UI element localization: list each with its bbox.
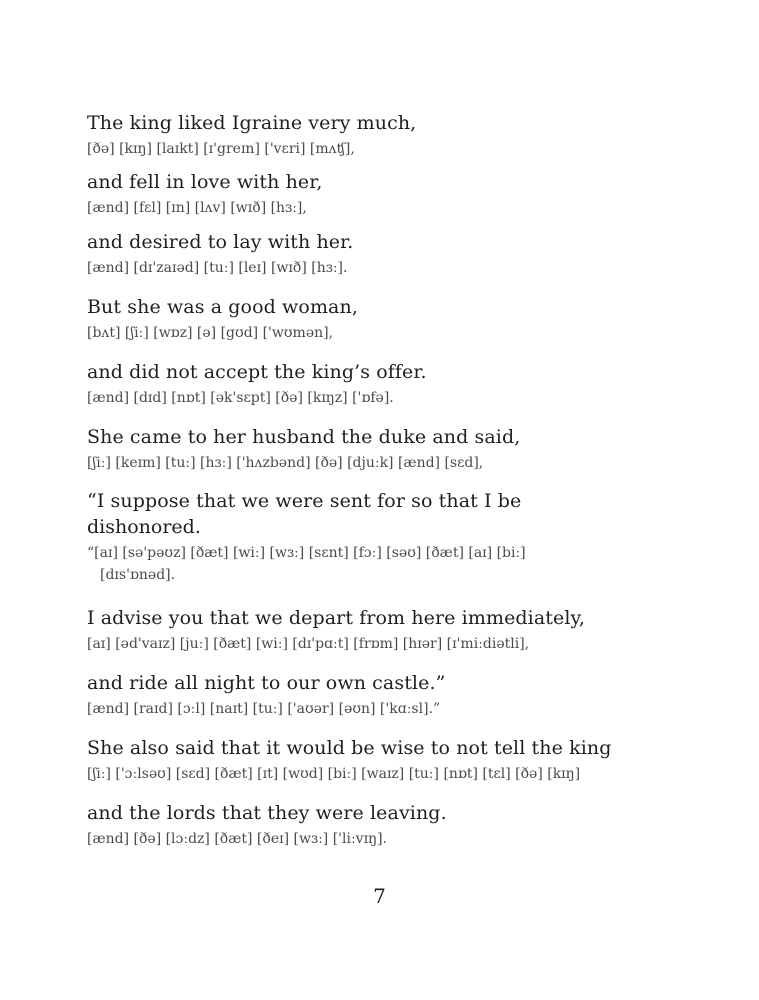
ipa-transcription: [ænd] [raɪd] [ɔːl] [naɪt] [tuː] ['aʊər] [əʊn] ['kɑːsl].” <box>87 701 441 717</box>
text-line: She also said that it would be wise to not tell the king <box>87 737 612 759</box>
ipa-transcription: [ʃiː] [keɪm] [tuː] [hɜː] ['hʌzbənd] [ðə] [djuːk] [ænd] [sɛd], <box>87 455 484 471</box>
text-line: and ride all night to our own castle.” <box>87 672 446 694</box>
stanza-2 <box>87 169 727 219</box>
stanza-10 <box>87 735 727 785</box>
text-line-continued: dishonored. <box>87 516 201 538</box>
text-line: and did not accept the king’s offer. <box>87 361 427 383</box>
ipa-transcription: [ðə] [kɪŋ] [laɪkt] [ɪ'greɪn] ['vɛri] [mʌʧ], <box>87 141 355 157</box>
stanza-6 <box>87 424 727 474</box>
text-line: and fell in love with her, <box>87 171 323 193</box>
ipa-transcription: [ænd] [dɪ'zaɪəd] [tuː] [leɪ] [wɪð] [hɜː]. <box>87 260 348 276</box>
text-line: “I suppose that we were sent for so that I be <box>87 490 522 512</box>
text-line: I advise you that we depart from here immediately, <box>87 607 585 629</box>
stanza-11 <box>87 800 727 850</box>
ipa-transcription: “[aɪ] [sə'pəʊz] [ðæt] [wiː] [wɜː] [sɛnt] [fɔː] [səʊ] [ðæt] [aɪ] [biː] <box>87 545 526 561</box>
ipa-transcription-continued: [dɪs'ɒnəd]. <box>100 567 176 583</box>
ipa-transcription: [ænd] [ðə] [lɔːdz] [ðæt] [ðeɪ] [wɜː] ['liːvɪŋ]. <box>87 831 387 847</box>
text-line: But she was a good woman, <box>87 296 358 318</box>
stanza-4 <box>87 294 727 344</box>
text-line: and desired to lay with her. <box>87 231 354 253</box>
ipa-transcription: [bʌt] [ʃiː] [wɒz] [ə] [gʊd] ['wʊmən], <box>87 325 334 341</box>
stanza-1 <box>87 110 727 160</box>
text-line: The king liked Igraine very much, <box>87 112 417 134</box>
stanza-8 <box>87 605 727 655</box>
stanza-5 <box>87 359 727 409</box>
text-line: and the lords that they were leaving. <box>87 802 447 824</box>
stanza-9 <box>87 670 727 720</box>
ipa-transcription: [ænd] [fɛl] [ɪn] [lʌv] [wɪð] [hɜː], <box>87 200 307 216</box>
stanza-3 <box>87 229 727 279</box>
ipa-transcription: [ʃiː] ['ɔːlsəʊ] [sɛd] [ðæt] [ɪt] [wʊd] [biː] [waɪz] [tuː] [nɒt] [tɛl] [ðə] [kɪŋ] <box>87 766 581 782</box>
text-line: She came to her husband the duke and said, <box>87 426 521 448</box>
stanza-7 <box>87 488 727 586</box>
ipa-transcription: [aɪ] [əd'vaɪz] [juː] [ðæt] [wiː] [dɪ'pɑːt] [frɒm] [hɪər] [ɪ'miːdiətli], <box>87 636 530 652</box>
ipa-transcription: [ænd] [dɪd] [nɒt] [ək'sɛpt] [ðə] [kɪŋz] ['ɒfə]. <box>87 390 394 406</box>
page-number: 7 <box>373 884 386 908</box>
